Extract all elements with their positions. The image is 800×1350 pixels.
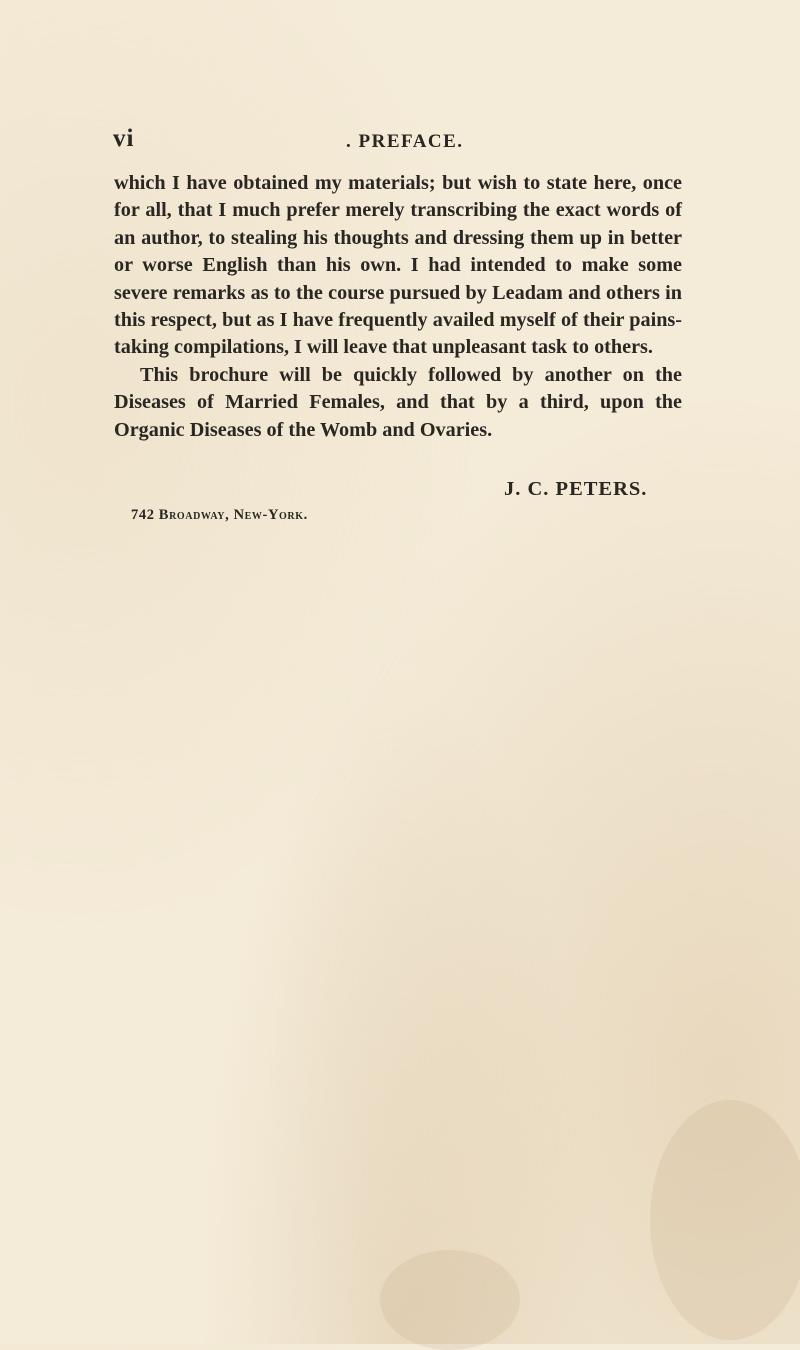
page-number: vi — [113, 125, 135, 152]
paper-stain — [650, 1100, 800, 1340]
address-number: 742 — [131, 507, 155, 523]
preface-body — [114, 170, 682, 444]
address-city: New-York. — [233, 507, 308, 523]
running-head: . PREFACE. — [346, 131, 464, 152]
paragraph: which I have obtained my materials; but wish to state here, once for all, that I much prefer merely transcribing the exact words of an author, to stealing his thoughts and dressing them up in better or worse English than his own. I had intended to make some severe remarks as to the course pursued by Leadam and others in this respect, but as I have frequently availed myself of their pains-taking compilations, I will leave that unpleasant task to others. — [114, 172, 682, 359]
author-address — [131, 507, 308, 524]
paragraph: This brochure will be quickly followed by another on the Diseases of Married Females, and that by a third, upon the Organic Diseases of the Womb and Ovaries. — [114, 363, 682, 441]
address-street: Broadway, — [158, 507, 230, 523]
author-signature: J. C. PETERS. — [504, 478, 648, 500]
paper-stain — [380, 1250, 520, 1350]
